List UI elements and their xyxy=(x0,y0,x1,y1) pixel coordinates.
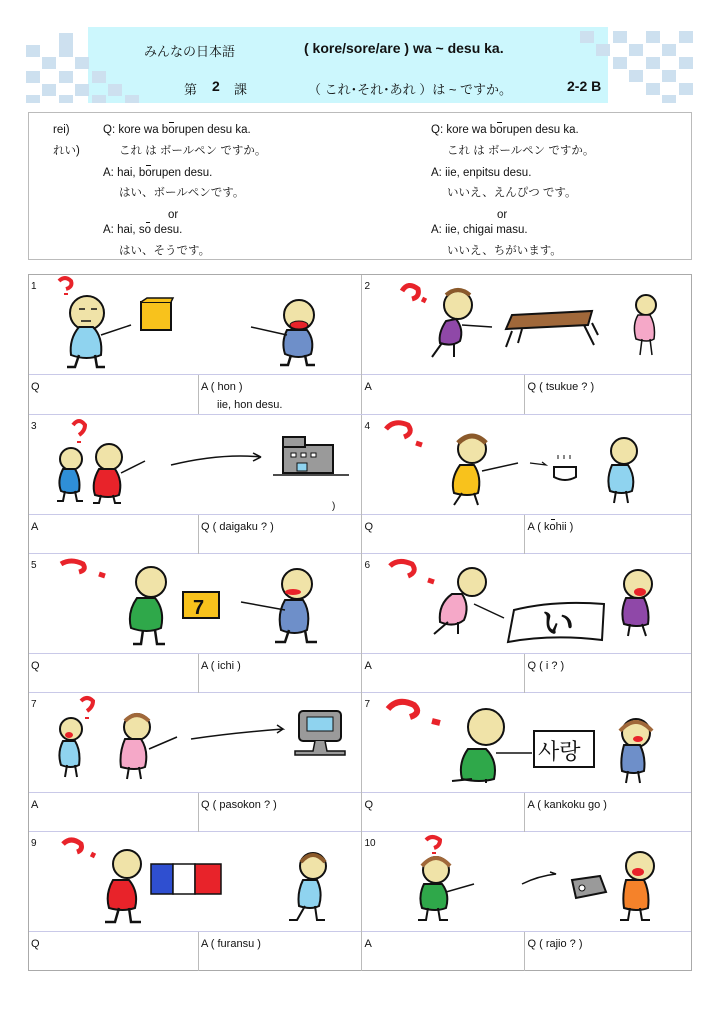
answer-right-label: Q ( rajio ? ) xyxy=(527,938,583,950)
answer-area xyxy=(29,515,361,554)
answer-left-label: A xyxy=(364,381,372,393)
lesson-kanji-ka: 課 xyxy=(234,82,248,97)
checker-tile xyxy=(662,70,676,82)
exercise-number: 2 xyxy=(364,281,371,292)
exercise-10 xyxy=(361,832,691,971)
example-box xyxy=(28,112,692,260)
checker-tile xyxy=(59,45,73,57)
exercise-number: 7 xyxy=(364,699,371,710)
example-right-answer-2-japanese: いいえ、ちがいます。 xyxy=(447,245,562,257)
checker-tile xyxy=(92,71,106,83)
answer-area xyxy=(29,932,361,971)
checker-tile xyxy=(26,95,40,103)
checker-tile xyxy=(613,31,627,43)
exercise-number: 10 xyxy=(364,838,376,849)
exercise-illustration xyxy=(362,554,691,654)
answer-right-label: Q ( tsukue ? ) xyxy=(527,381,595,393)
svg-text:7: 7 xyxy=(193,597,205,619)
exercise-number: 6 xyxy=(364,560,371,571)
checker-tile xyxy=(662,95,676,103)
example-left-question-japanese: これ は ボールペン ですか。 xyxy=(119,145,267,157)
checker-tile xyxy=(42,57,56,69)
exercise-illustration xyxy=(362,415,691,515)
answer-right-label: Q ( daigaku ? ) xyxy=(201,521,274,533)
answer-left-label: Q xyxy=(364,799,374,811)
answer-left-label: A xyxy=(31,799,39,811)
example-left-or: or xyxy=(168,209,179,221)
checker-tile xyxy=(662,44,676,56)
exercise-illustration xyxy=(29,415,361,515)
exercise-number: 1 xyxy=(31,281,37,292)
exercise-2 xyxy=(361,275,691,414)
answer-area xyxy=(362,654,691,693)
answer-right-label: A ( kohii ) xyxy=(527,521,574,533)
exercise-illustration xyxy=(29,832,361,932)
checker-tile xyxy=(26,71,40,83)
exercise-illustration xyxy=(362,693,691,793)
checker-tile xyxy=(613,57,627,69)
checker-tile xyxy=(646,31,660,43)
exercise-number: 7 xyxy=(31,699,37,710)
exercise-grid xyxy=(28,274,692,971)
checker-tile xyxy=(125,95,139,103)
desk-scene-icon xyxy=(362,275,694,375)
exercise-illustration xyxy=(362,275,691,375)
checker-tile xyxy=(42,84,56,96)
example-left-answer-1-japanese: はい、ボールペンです。 xyxy=(119,187,245,199)
checker-tile xyxy=(108,84,122,96)
korean-card-scene-icon xyxy=(362,693,694,793)
radio-scene-icon xyxy=(362,832,694,932)
exercise-number: 4 xyxy=(364,421,371,432)
hiragana-card-scene-icon xyxy=(362,554,694,654)
exercise-row xyxy=(29,831,691,970)
answer-right-label: Q ( pasokon ? ) xyxy=(201,799,277,811)
lesson-kanji-dai: 第 xyxy=(184,82,198,97)
svg-text:い: い xyxy=(542,604,575,642)
example-label-romaji: rei) xyxy=(53,124,70,136)
example-right-or: or xyxy=(497,209,508,221)
french-flag-scene-icon xyxy=(29,832,364,932)
exercise-illustration xyxy=(362,832,691,932)
checker-tile xyxy=(596,44,610,56)
exercise-3 xyxy=(29,415,361,554)
checker-tile xyxy=(26,45,40,57)
lesson-number: 2 xyxy=(212,78,220,94)
checker-tile xyxy=(629,44,643,56)
answer-area xyxy=(362,932,691,971)
exercise-9 xyxy=(29,832,361,971)
exercise-1 xyxy=(29,275,361,414)
example-right-question: Q: kore wa borupen desu ka. xyxy=(431,124,579,136)
example-right-question-japanese: これ は ボールペン ですか。 xyxy=(447,145,595,157)
answer-area xyxy=(362,375,691,414)
example-left-answer-1: A: hai, borupen desu. xyxy=(103,167,213,179)
exercise-7a xyxy=(29,693,361,832)
answer-area xyxy=(29,375,361,414)
example-right-answer-1: A: iie, enpitsu desu. xyxy=(431,167,532,179)
exercise-number: 3 xyxy=(31,421,37,432)
checker-tile xyxy=(629,70,643,82)
checker-tile xyxy=(92,95,106,103)
answer-right-label: Q ( i ? ) xyxy=(527,660,565,672)
number-card-scene-icon xyxy=(29,554,364,654)
exercise-illustration xyxy=(29,693,361,793)
answer-left-label: A xyxy=(31,521,39,533)
computer-scene-icon xyxy=(29,693,364,793)
coffee-scene-icon xyxy=(362,415,694,515)
answer-left-label: Q xyxy=(31,938,40,950)
answer-area xyxy=(362,515,691,554)
checker-tile xyxy=(679,83,693,95)
checker-tile xyxy=(59,71,73,83)
exercise-6 xyxy=(361,554,691,693)
example-right-answer-1-japanese: いいえ、えんぴつ です。 xyxy=(447,187,577,199)
stray-mark: ) xyxy=(332,501,336,512)
book-scene-icon xyxy=(29,275,364,375)
university-scene-icon xyxy=(29,415,364,515)
answer-left-label: Q xyxy=(364,521,374,533)
worksheet-header xyxy=(26,27,694,103)
exercise-illustration xyxy=(29,275,361,375)
checker-tile xyxy=(59,95,73,103)
sheet-id: 2-2 B xyxy=(567,78,602,94)
example-left-answer-2-japanese: はい、そうです。 xyxy=(119,245,211,257)
exercise-4 xyxy=(361,415,691,554)
answer-left-label: Q xyxy=(31,381,40,393)
checker-tile xyxy=(646,57,660,69)
checker-tile xyxy=(646,83,660,95)
answer-area xyxy=(29,793,361,832)
exercise-row xyxy=(29,692,691,831)
checker-tile xyxy=(679,31,693,43)
exercise-5 xyxy=(29,554,361,693)
exercise-row xyxy=(29,414,691,553)
checker-tile xyxy=(75,84,89,96)
answer-sample: iie, hon desu. xyxy=(217,399,283,411)
textbook-title: みんなの日本語 xyxy=(144,44,236,59)
exercise-number: 5 xyxy=(31,560,37,571)
exercise-row xyxy=(29,275,691,414)
grammar-pattern-romaji: ( kore/sore/are ) wa ~ desu ka. xyxy=(304,40,504,56)
exercise-7b xyxy=(361,693,691,832)
checker-tile xyxy=(75,57,89,69)
exercise-illustration xyxy=(29,554,361,654)
answer-area xyxy=(362,793,691,832)
answer-right-label: A ( hon ) xyxy=(201,381,243,393)
answer-left-label: A xyxy=(364,938,372,950)
example-right-answer-2: A: iie, chigai masu. xyxy=(431,224,528,236)
answer-area xyxy=(29,654,361,693)
checker-tile xyxy=(59,33,73,45)
exercise-number: 9 xyxy=(31,838,37,849)
answer-right-label: A ( ichi ) xyxy=(201,660,241,672)
grammar-pattern-japanese: （ これ･それ･あれ ）は ~ ですか。 xyxy=(308,82,513,97)
answer-right-label: A ( furansu ) xyxy=(201,938,261,950)
checker-tile xyxy=(580,31,594,43)
example-left-question: Q: kore wa borupen desu ka. xyxy=(103,124,251,136)
exercise-row xyxy=(29,553,691,692)
answer-left-label: A xyxy=(364,660,372,672)
example-left-answer-2: A: hai, so desu. xyxy=(103,224,183,236)
checker-tile xyxy=(679,57,693,69)
answer-right-label: A ( kankoku go ) xyxy=(527,799,607,811)
example-label-kana: れい) xyxy=(53,145,80,157)
svg-text:사랑: 사랑 xyxy=(538,740,581,765)
answer-left-label: Q xyxy=(31,660,40,672)
